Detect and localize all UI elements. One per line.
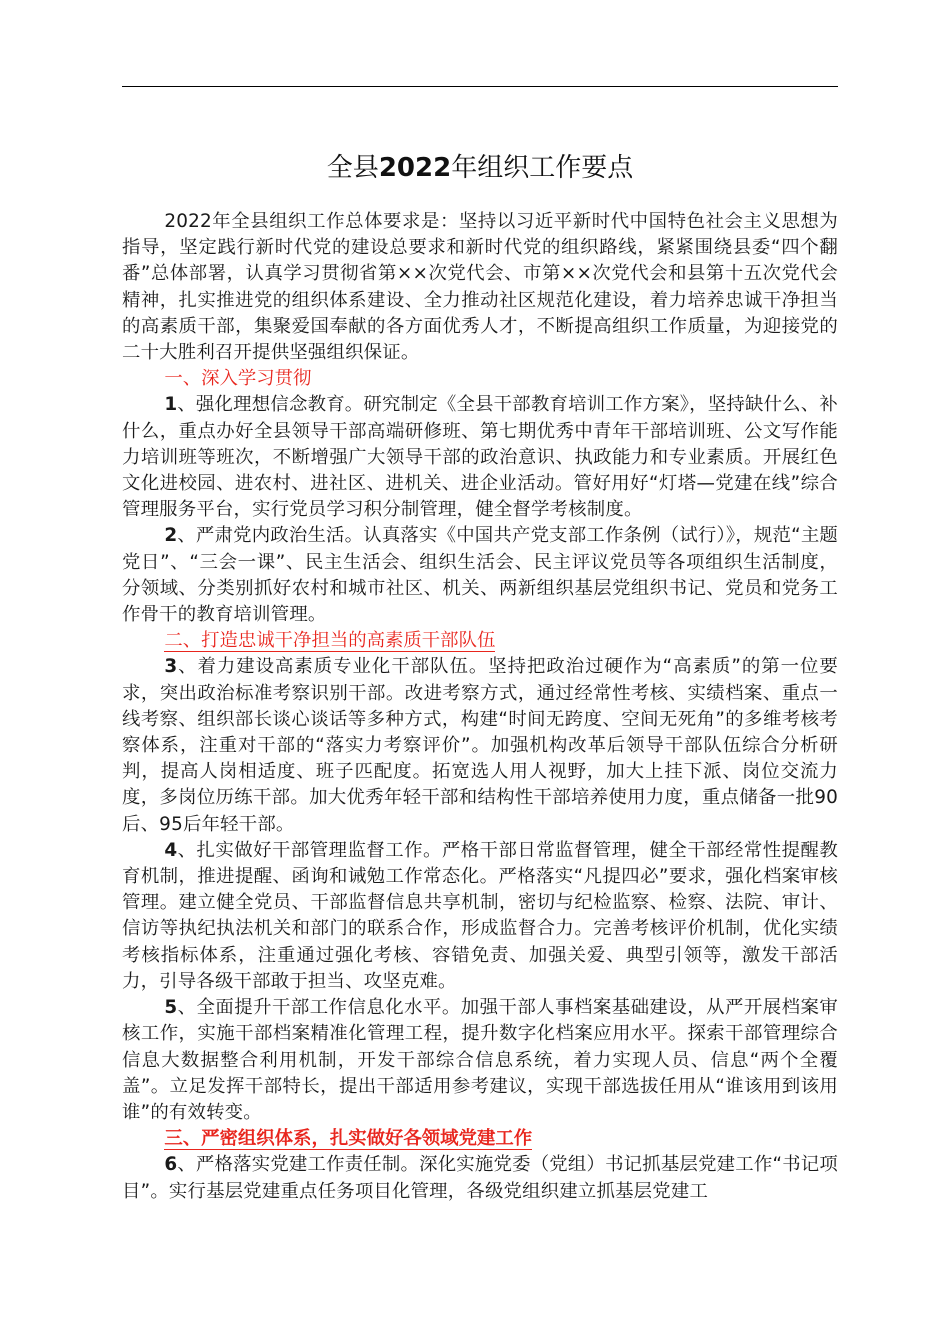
item-number: 2 xyxy=(164,525,178,547)
section-heading-3: 三、严密组织体系，扎实做好各领域党建工作 xyxy=(164,1128,533,1150)
item-number: 6 xyxy=(164,1154,178,1176)
intro-paragraph: 2022年全县组织工作总体要求是：坚持以习近平新时代中国特色社会主义思想为指导，坚定践行新时代党的建设总要求和新时代党的组织路线，紧紧围绕县委“四个翻番”总体部署，认真学习贯彻省第××次党代会、市第××次党代会和县第十五次党代会精神，扎实推进党的组织体系建设、全力推动社区规范化建设，着力培养忠诚干净担当的高素质干部，集聚爱国奉献的各方面优秀人才，不断提高组织工作质量，为迎接党的二十大胜利召开提供坚强组织保证。 xyxy=(122,211,838,364)
item-paragraph-2 xyxy=(122,523,838,628)
item-text: 、严肃党内政治生活。认真落实《中国共产党支部工作条例（试行）》，规范“主题党日”、“三会一课”、民主生活会、组织生活会、民主评议党员等各项组织生活制度，分领域、分类别抓好农村和城市社区、机关、两新组织基层党组织书记、党员和党务工作骨干的教育培训管理。 xyxy=(122,525,838,626)
section-heading-2: 二、打造忠诚干净担当的高素质干部队伍 xyxy=(164,630,496,652)
header-rule xyxy=(122,86,838,87)
item-text: 、严格落实党建工作责任制。深化实施党委（党组）书记抓基层党建工作“书记项目”。实行基层党建重点任务项目化管理，各级党组织建立抓基层党建工 xyxy=(122,1154,838,1202)
item-paragraph-4 xyxy=(122,838,838,995)
section-heading-1: 一、深入学习贯彻 xyxy=(164,368,312,390)
page-title xyxy=(122,150,838,186)
title-suffix: 年组织工作要点 xyxy=(451,153,634,183)
document-body xyxy=(122,209,838,1205)
item-text: 、着力建设高素质专业化干部队伍。坚持把政治过硬作为“高素质”的第一位要求，突出政治标准考察识别干部。改进考察方式，通过经常性考核、实绩档案、重点一线考察、组织部长谈心谈话等多种方式，构建“时间无跨度、空间无死角”的多维考核考察体系，注重对干部的“落实力考察评价”。加强机构改革后领导干部队伍综合分析研判，提高人岗相适度、班子匹配度。拓宽选人用人视野，加大上挂下派、岗位交流力度，多岗位历练干部。加大优秀年轻干部和结构性干部培养使用力度，重点储备一批90后、95后年轻干部。 xyxy=(122,656,838,835)
item-paragraph-6 xyxy=(122,1152,838,1204)
item-number: 3 xyxy=(164,656,178,678)
item-text: 、强化理想信念教育。研究制定《全县干部教育培训工作方案》，坚持缺什么、补什么，重点办好全县领导干部高端研修班、第七期优秀中青年干部培训班、公文写作能力培训班等班次，不断增强广大领导干部的政治意识、执政能力和专业素质。开展红色文化进校园、进农村、进社区、进机关、进企业活动。管好用好“灯塔—党建在线”综合管理服务平台，实行党员学习积分制管理，健全督学考核制度。 xyxy=(122,394,838,521)
item-number: 4 xyxy=(164,839,178,861)
item-text: 、全面提升干部工作信息化水平。加强干部人事档案基础建设，从严开展档案审核工作，实施干部档案精准化管理工程，提升数字化档案应用水平。探索干部管理综合信息大数据整合利用机制，开发干部综合信息系统，着力实现人员、信息“两个全覆盖”。立足发挥干部特长，提出干部适用参考建议，实现干部选拔任用从“谁该用到该用谁”的有效转变。 xyxy=(122,997,838,1123)
item-number: 1 xyxy=(164,394,178,416)
item-paragraph-5 xyxy=(122,995,838,1126)
item-paragraph-1 xyxy=(122,392,838,523)
title-prefix: 全县 xyxy=(326,153,379,183)
title-year: 2022 xyxy=(378,153,452,183)
item-text: 、扎实做好干部管理监督工作。严格干部日常监督管理，健全干部经常性提醒教育机制，推进提醒、函询和诫勉工作常态化。严格落实“凡提四必”要求，强化档案审核管理。建立健全党员、干部监督信息共享机制，密切与纪检监察、检察、法院、审计、信访等执纪执法机关和部门的联系合作，形成监督合力。完善考核评价机制，优化实绩考核指标体系，注重通过强化考核、容错免责、加强关爱、典型引领等，激发干部活力，引导各级干部敢于担当、攻坚克难。 xyxy=(122,839,838,992)
item-number: 5 xyxy=(164,997,178,1019)
item-paragraph-3 xyxy=(122,654,838,837)
